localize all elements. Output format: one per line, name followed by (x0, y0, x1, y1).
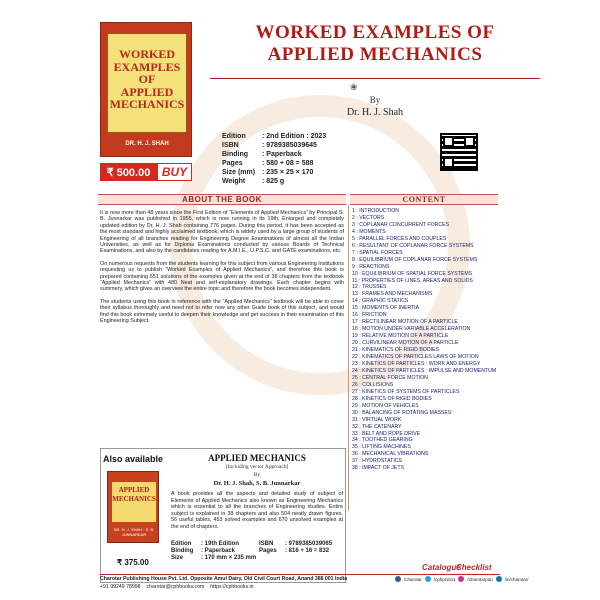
social-handle[interactable]: /in/charotar/ (504, 576, 529, 582)
footer-divider (100, 574, 500, 575)
qr-finder (443, 136, 454, 147)
list-item: 37 : HYDROSTATICS (352, 458, 402, 465)
spec-label: Size (mm) (222, 169, 256, 176)
related-subtitle: [Including vector Approach] (225, 464, 289, 470)
about-paragraph: The students using this book in reference with the “Applied Mechanics” textbook will be able to cover their syllabus thoroughly and need not to refer now any other Guide book of this subject, and would find this book extremely useful to deepen their knowledge and get success in their examination of this Engineering Subject. (100, 298, 344, 325)
list-item: 13 : FRAMES AND MECHANISMS (352, 291, 433, 298)
title-line-1: WORKED EXAMPLES OF (255, 22, 495, 43)
related-by: By (253, 472, 261, 478)
list-item: 14 : GRAPHIC STATICS (352, 298, 409, 305)
list-item: 1 : INTRODUCTION (352, 208, 399, 214)
twitter-icon[interactable] (425, 576, 431, 582)
list-item: 20 : CURVILINEAR MOTION OF A PARTICLE (352, 340, 459, 347)
list-item: 19 : RELATIVE MOTION OF A PARTICLE (352, 333, 449, 340)
list-item: 5 : PARALLEL FORCES AND COUPLES (352, 235, 447, 242)
list-item: 26 : COLLISIONS (352, 381, 394, 388)
list-item: 36 : MECHANICAL VIBRATIONS (352, 451, 429, 458)
linkedin-icon[interactable] (496, 576, 502, 582)
spec-label: ISBN (259, 541, 274, 547)
spec-label: Weight (222, 178, 246, 185)
list-item: 11 : PROPERTIES OF LINES, AREAS AND SOLIDS (352, 277, 473, 284)
spec-row (171, 555, 347, 562)
spec-value: : Paperback (201, 548, 236, 555)
spec-label: ISBN (222, 142, 239, 149)
publisher-contacts (100, 584, 500, 590)
list-item: 22 : KINEMATICS OF PARTICLES LAWS OF MOTION (352, 354, 479, 361)
list-item: 38 : IMPACT OF JETS (352, 465, 404, 472)
about-text (100, 210, 344, 331)
cover-author: DR. H. J. SHAH (125, 141, 169, 147)
spec-value: : 235 × 25 × 170 (262, 169, 314, 176)
catalogue-link[interactable]: Catalogue (422, 563, 461, 572)
cover-line-2: EXAMPLES OF (113, 59, 181, 87)
spec-label: Edition (171, 541, 192, 547)
list-item: 33 : BELT AND ROPE DRIVE (352, 430, 421, 437)
qr-code-icon[interactable] (440, 133, 478, 171)
spec-row (171, 541, 347, 548)
qr-finder (443, 157, 454, 168)
spec-value: : 170 mm × 235 mm (201, 555, 257, 562)
spec-label: Binding (222, 151, 249, 158)
spec-value: : 816 + 16 = 832 (285, 548, 330, 555)
spec-value: : 9789385039065 (285, 541, 333, 547)
list-item: 7 : SPATIAL FORCES (352, 249, 403, 256)
column-divider (348, 206, 349, 511)
spec-row (222, 159, 326, 168)
list-item: 18 : MOTION UNDER VARIABLE ACCELERATION (352, 326, 471, 333)
list-item: 29 : MOTION OF VEHICLES (352, 402, 419, 409)
about-paragraph: It is now more than 48 years since the First Edition of “Elements of Applied Mechanics” by Principal S. B. Junnarkar was published in 1955, which is now running in its 19th, Enlarged and completely updated edition by Dr. H. J. Shah containing 776 pages. During this period, it has been accepted as the most standard and highly acclaimed textbook, which is widely used by a large group of students of Engineering of all branches reading for Engineering Degree Examinations of almost all the Indian Universities, as well as for Diploma Examinations conducted by various Boards of Technical Examinations, and also by the candidates reading for A.M.I.E., U.P.S.C. and GATE examinations, etc. (100, 210, 344, 255)
buy-button[interactable]: BUY (157, 163, 192, 181)
cover-line-4: MECHANICS (109, 97, 185, 112)
social-handle[interactable]: /charotarpub (467, 576, 493, 582)
related-cover-title: APPLIED MECHANICS (112, 482, 156, 522)
price-label: ₹ 500.00 (100, 163, 157, 181)
list-item: 2 : VECTORS (352, 214, 385, 221)
phone-number[interactable]: +91 99249 78998 (100, 584, 141, 590)
book-specs (222, 132, 326, 186)
also-available-heading: Also available (103, 454, 164, 464)
list-item: 31 : VIRTUAL WORK (352, 416, 402, 423)
by-label: By (369, 95, 381, 105)
list-item: 25 : CENTRAL FORCE MOTION (352, 374, 428, 381)
social-links (395, 576, 529, 582)
email-link[interactable]: charotar@cphbooks.com (146, 584, 205, 590)
also-available-box (100, 448, 346, 583)
spec-row (171, 548, 347, 555)
list-item: 27 : KINETICS OF SYSTEMS OF PARTICLES (352, 388, 460, 395)
related-author: Dr. H. J. Shah, S. B. Junnarkar (213, 480, 301, 487)
spec-label: Size (171, 555, 184, 562)
content-heading: CONTENT (350, 194, 498, 205)
list-item: 28 : KINETICS OF RIGID BODIES (352, 395, 432, 402)
spec-value: : 19th Edition (201, 541, 239, 547)
instagram-icon[interactable] (458, 576, 464, 582)
list-item: 4 : MOMENTS (352, 228, 386, 235)
cover-title-panel (107, 33, 187, 133)
checklist-link[interactable]: Checklist (456, 563, 492, 572)
list-item: 6 : RESULTANT OF COPLANAR FORCE SYSTEMS (352, 242, 474, 249)
list-item: 12 : TRUSSES (352, 284, 387, 291)
title-line-2: APPLIED MECHANICS (267, 44, 483, 65)
spec-label: Pages (222, 160, 243, 167)
related-price: ₹ 375.00 (117, 558, 149, 567)
about-paragraph: On numerous requests from the students learning for this subject from various Engineering Institutions requesting us to publish “Worked Examples of Applied Mechanics”, and therefore this book is prepared containing 651 solutions of the examples given at the end of 38 chapters from the textbook “Applied Mechanics” with 480 Neat and self-explanatory drawings. Each chapter begins with summery, which gives an overview the entire topic and therefore the book becomes independent. (100, 260, 344, 293)
list-item: 9 : REACTIONS (352, 263, 390, 270)
spec-value: : 2nd Edition : 2023 (262, 133, 327, 140)
spec-label: Binding (171, 548, 194, 555)
spec-row (222, 132, 326, 141)
list-item: 24 : KINETICS OF PARTICLES : IMPULSE AND MOMENTUM (352, 367, 497, 374)
author-name: Dr. H. J. Shah (346, 107, 404, 118)
list-item: 23 : KINETICS OF PARTICLES : WORK AND ENERGY (352, 360, 481, 367)
list-item: 30 : BALANCING OF ROTATING MASSES (352, 409, 452, 416)
list-item: 35 : LIFTING MACHINES (352, 444, 411, 451)
list-item: 15 : MOMENTS OF INERTIA (352, 305, 420, 312)
list-item: 10 : EQUILIBRIUM OF SPATIAL FORCE SYSTEMS (352, 270, 473, 277)
list-item: 3 : COPLANAR CONCURRENT FORCES (352, 221, 450, 228)
spec-row (222, 168, 326, 177)
spec-value: : 9789385039645 (262, 142, 317, 149)
cover-line-3: APPLIED (120, 84, 174, 99)
book-cover[interactable] (100, 22, 192, 157)
title-divider (210, 78, 540, 79)
spec-row (222, 150, 326, 159)
related-specs (171, 541, 347, 563)
social-handle[interactable]: /charotar (404, 576, 422, 582)
qr-finder (464, 136, 475, 147)
list-item: 34 : TOOTHED GEARING (352, 437, 413, 444)
price-box (100, 163, 192, 181)
spec-value: : Paperback (262, 151, 302, 158)
list-item: 16 : FRICTION (352, 312, 387, 319)
related-title: APPLIED MECHANICS (208, 453, 306, 463)
list-item: 21 : KINEMATICS OF RIGID BODIES (352, 347, 439, 354)
spec-row (222, 141, 326, 150)
related-description: A book provides all the aspects and detailed study of subject of Elements of Applied Mechanics also known as Engineering Mechanics which is essential to all the branches of Engineering studies. Entire subject is explained in 38 chapters and also 504 neatly drawn figures, 56 useful tables, 453 solved examples and 670 unsolved examples at the end of chapters. (171, 491, 343, 530)
spec-value: : 580 + 08 = 588 (262, 160, 314, 167)
facebook-icon[interactable] (395, 576, 401, 582)
about-heading: ABOUT THE BOOK (98, 194, 346, 205)
spec-row (222, 177, 326, 186)
related-cover-author: DR. H. J. SHAH · S. B. JUNNARKAR (113, 527, 155, 537)
spec-value: : 825 g (262, 178, 285, 185)
list-item: 8 : EQUILIBRIUM OF COPLANAR FORCE SYSTEMS (352, 256, 478, 263)
spec-label: Edition (222, 133, 246, 140)
list-item: 32 : THE CATENARY (352, 423, 402, 430)
flower-ornament-icon: ❀ (350, 82, 358, 92)
social-handle[interactable]: /cphpl1511 (433, 576, 456, 582)
cover-line-1: WORKED (118, 47, 175, 61)
related-book-cover[interactable] (107, 471, 159, 543)
list-item: 17 : RECTILINEAR MOTION OF A PARTICLE (352, 319, 458, 326)
website-link[interactable]: https://cphbooks.in (210, 584, 254, 590)
spec-label: Pages (259, 548, 277, 555)
content-list (352, 208, 498, 472)
page-title (210, 22, 540, 66)
publisher-address: Charotar Publishing House Pvt. Ltd. Opposite Amul Dairy, Old Civil Court Road, Anand 388 001 India (100, 576, 348, 582)
